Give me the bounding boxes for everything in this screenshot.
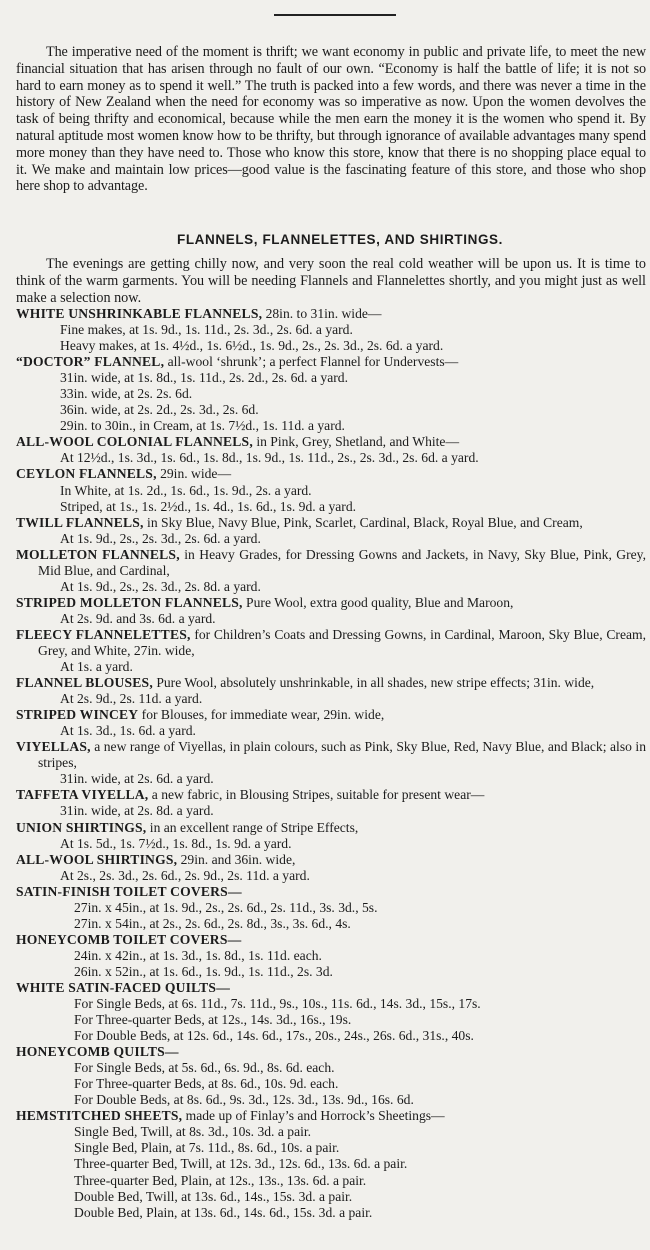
item-name: CEYLON FLANNELS, xyxy=(16,466,157,482)
item-price-line: Three-quarter Bed, Twill, at 12s. 3d., 12s. 6d., 13s. 6d. a pair. xyxy=(74,1156,408,1172)
item-price-line: 27in. x 45in., at 1s. 9d., 2s., 2s. 6d., 2s. 11d., 3s. 3d., 5s. xyxy=(74,899,378,915)
item-name: WHITE UNSHRINKABLE FLANNELS, xyxy=(16,306,263,321)
item-description: in Heavy Grades, for Dressing Gowns and Jackets, in Navy, Sky Blue, Pink, Grey, Mid Blue, and Cardinal, xyxy=(38,546,646,578)
item-name: HONEYCOMB TOILET COVERS— xyxy=(16,931,242,947)
item-heading xyxy=(16,1044,646,1060)
item-name: SATIN-FINISH TOILET COVERS— xyxy=(16,883,242,899)
item-price-line: For Double Beds, at 8s. 6d., 9s. 3d., 12s. 3d., 13s. 9d., 16s. 6d. xyxy=(74,1092,414,1108)
price-list-item xyxy=(16,306,646,354)
price-list-item xyxy=(16,932,646,980)
price-list-item xyxy=(16,434,646,466)
item-name: “DOCTOR” FLANNEL, xyxy=(16,354,165,370)
item-price-line: Heavy makes, at 1s. 4½d., 1s. 6½d., 1s. 9d., 2s., 2s. 3d., 2s. 6d. a yard. xyxy=(60,338,444,354)
item-name: HONEYCOMB QUILTS— xyxy=(16,1044,179,1060)
item-price-line: For Single Beds, at 5s. 6d., 6s. 9d., 8s. 6d. each. xyxy=(74,1060,335,1076)
price-list-item xyxy=(16,787,646,819)
item-heading xyxy=(16,595,646,611)
item-price-line: 33in. wide, at 2s. 2s. 6d. xyxy=(60,386,193,402)
column-rule xyxy=(274,14,396,16)
price-list-item xyxy=(16,675,646,707)
price-list-item xyxy=(16,739,646,787)
price-list-item xyxy=(16,354,646,434)
item-price-line: Three-quarter Bed, Plain, at 12s., 13s., 13s. 6d. a pair. xyxy=(74,1172,367,1188)
price-list-item xyxy=(16,595,646,627)
price-list-item xyxy=(16,852,646,884)
item-name: TWILL FLANNELS, xyxy=(16,514,144,530)
item-description: Pure Wool, extra good quality, Blue and Maroon, xyxy=(242,594,514,610)
item-description: Pure Wool, absolutely unshrinkable, in all shades, new stripe effects; 31in. wide, xyxy=(152,675,595,691)
item-price-line: At 1s. 5d., 1s. 7½d., 1s. 8d., 1s. 9d. a yard. xyxy=(60,835,292,851)
price-list-item xyxy=(16,466,646,514)
item-heading xyxy=(16,739,646,771)
item-name: STRIPED MOLLETON FLANNELS, xyxy=(16,594,243,610)
price-list-item xyxy=(16,547,646,595)
item-heading xyxy=(16,820,646,836)
intro-paragraph: The imperative need of the moment is thrift; we want economy in public and private life, to meet the new financial situation that has arisen through no fault of our own. “Economy is half the battle of life; it is not so hard to earn money as to spend it well.” The truth is packed into a few words, and there was never a time in the history of New Zealand when the need for economy was so imperative as now. Upon the women devolves the task of being thrifty and economical, because while the men earn the money it is the women who spend it. By natural aptitude most women know how to be thrifty, but through ignorance of available advantages many spend more money than they have need to. Those who know this store, know that there is no shopping place equal to it. We make and maintain low prices—good value is the fascinating feature of this store, and those who shop here shop to advantage. xyxy=(16,44,646,195)
price-list xyxy=(16,306,646,1221)
price-list-item xyxy=(16,1108,646,1220)
item-price-line: 27in. x 54in., at 2s., 2s. 6d., 2s. 8d., 3s., 3s. 6d., 4s. xyxy=(74,915,351,931)
item-name: VIYELLAS, xyxy=(16,739,91,755)
item-price-line: For Double Beds, at 12s. 6d., 14s. 6d., 17s., 20s., 24s., 26s. 6d., 31s., 40s. xyxy=(74,1028,474,1044)
item-name: HEMSTITCHED SHEETS, xyxy=(16,1108,183,1124)
item-heading xyxy=(16,434,646,450)
item-price-line: In White, at 1s. 2d., 1s. 6d., 1s. 9d., 2s. a yard. xyxy=(60,482,312,498)
price-list-item xyxy=(16,707,646,739)
item-description: 29in. wide— xyxy=(156,466,232,482)
price-list-item xyxy=(16,820,646,852)
price-list-item xyxy=(16,1044,646,1108)
item-name: STRIPED WINCEY xyxy=(16,707,139,723)
item-price-line: 31in. wide, at 2s. 8d. a yard. xyxy=(60,803,214,819)
item-heading xyxy=(16,884,646,900)
item-price-line: At 1s. a yard. xyxy=(60,659,133,675)
item-price-line: At 2s., 2s. 3d., 2s. 6d., 2s. 9d., 2s. 11d. a yard. xyxy=(60,867,310,883)
item-price-line: Single Bed, Plain, at 7s. 11d., 8s. 6d., 10s. a pair. xyxy=(74,1140,340,1156)
item-description: all-wool ‘shrunk’; a perfect Flannel for Undervests— xyxy=(164,354,459,370)
lead-paragraph: The evenings are getting chilly now, and very soon the real cold weather will be upon us. It is time to think of the warm garments. You will be needing Flannels and Flannelettes shortly, and you might just as well make a selection now. xyxy=(16,256,646,306)
item-price-line: Fine makes, at 1s. 9d., 1s. 11d., 2s. 3d., 2s. 6d. a yard. xyxy=(60,322,353,338)
section-heading: FLANNELS, FLANNELETTES, AND SHIRTINGS. xyxy=(176,232,504,247)
item-price-line: 36in. wide, at 2s. 2d., 2s. 3d., 2s. 6d. xyxy=(60,402,259,418)
item-name: TAFFETA VIYELLA, xyxy=(16,787,149,803)
item-name: UNION SHIRTINGS, xyxy=(16,819,147,835)
item-price-line: Double Bed, Twill, at 13s. 6d., 14s., 15s. 3d. a pair. xyxy=(74,1188,353,1204)
item-heading xyxy=(16,515,646,531)
item-description: in an excellent range of Stripe Effects, xyxy=(146,819,359,835)
item-price-line: Striped, at 1s., 1s. 2½d., 1s. 4d., 1s. 6d., 1s. 9d. a yard. xyxy=(60,498,357,514)
item-price-line: 26in. x 52in., at 1s. 6d., 1s. 9d., 1s. 11d., 2s. 3d. xyxy=(74,963,333,979)
item-description: a new range of Viyellas, in plain colours, such as Pink, Sky Blue, Red, Navy Blue, and Black; also in stripes, xyxy=(38,739,646,771)
item-price-line: At 12½d., 1s. 3d., 1s. 6d., 1s. 8d., 1s. 9d., 1s. 11d., 2s., 2s. 3d., 2s. 6d. a yard. xyxy=(60,450,479,466)
item-price-line: 31in. wide, at 1s. 8d., 1s. 11d., 2s. 2d., 2s. 6d. a yard. xyxy=(60,370,348,386)
item-description: 29in. and 36in. wide, xyxy=(177,851,296,867)
item-price-line: For Three-quarter Beds, at 8s. 6d., 10s. 9d. each. xyxy=(74,1076,339,1092)
item-price-line: At 1s. 9d., 2s., 2s. 3d., 2s. 6d. a yard. xyxy=(60,530,261,546)
item-price-line: 24in. x 42in., at 1s. 3d., 1s. 8d., 1s. 11d. each. xyxy=(74,947,322,963)
item-price-line: Double Bed, Plain, at 13s. 6d., 14s. 6d., 15s. 3d. a pair. xyxy=(74,1204,373,1220)
item-heading xyxy=(16,707,646,723)
item-description: made up of Finlay’s and Horrock’s Sheetings— xyxy=(182,1108,445,1124)
item-description: 28in. to 31in. wide— xyxy=(262,306,382,321)
item-price-line: At 1s. 9d., 2s., 2s. 3d., 2s. 8d. a yard. xyxy=(60,578,261,594)
price-list-item xyxy=(16,884,646,932)
item-price-line: At 2s. 9d., 2s. 11d. a yard. xyxy=(60,691,203,707)
item-price-line: At 2s. 9d. and 3s. 6d. a yard. xyxy=(60,610,216,626)
item-price-line: At 1s. 3d., 1s. 6d. a yard. xyxy=(60,723,196,739)
item-name: MOLLETON FLANNELS, xyxy=(16,546,180,562)
item-name: WHITE SATIN-FACED QUILTS— xyxy=(16,979,230,995)
item-name: FLEECY FLANNELETTES, xyxy=(16,626,191,642)
item-heading xyxy=(16,354,646,370)
item-heading xyxy=(16,627,646,659)
item-heading xyxy=(16,980,646,996)
item-price-line: Single Bed, Twill, at 8s. 3d., 10s. 3d. a pair. xyxy=(74,1124,312,1140)
item-description: for Blouses, for immediate wear, 29in. wide, xyxy=(138,707,385,723)
item-heading xyxy=(16,466,646,482)
item-heading xyxy=(16,675,646,691)
price-list-item xyxy=(16,980,646,1044)
item-heading xyxy=(16,547,646,579)
item-heading xyxy=(16,1108,646,1124)
item-heading xyxy=(16,787,646,803)
item-description: in Sky Blue, Navy Blue, Pink, Scarlet, Cardinal, Black, Royal Blue, and Cream, xyxy=(143,514,583,530)
item-description: in Pink, Grey, Shetland, and White— xyxy=(252,434,460,450)
item-name: ALL-WOOL SHIRTINGS, xyxy=(16,851,178,867)
item-price-line: 31in. wide, at 2s. 6d. a yard. xyxy=(60,771,214,787)
price-list-item xyxy=(16,515,646,547)
item-heading xyxy=(16,852,646,868)
item-name: ALL-WOOL COLONIAL FLANNELS, xyxy=(16,434,253,450)
item-description: a new fabric, in Blousing Stripes, suitable for present wear— xyxy=(148,787,485,803)
item-heading xyxy=(16,306,646,322)
item-name: FLANNEL BLOUSES, xyxy=(16,675,153,691)
item-heading xyxy=(16,932,646,948)
item-price-line: 29in. to 30in., in Cream, at 1s. 7½d., 1s. 11d. a yard. xyxy=(60,418,345,434)
item-description: for Children’s Coats and Dressing Gowns, in Cardinal, Maroon, Sky Blue, Cream, Grey, and White, 27in. wide, xyxy=(38,626,647,658)
item-price-line: For Three-quarter Beds, at 12s., 14s. 3d., 16s., 19s. xyxy=(74,1012,352,1028)
item-price-line: For Single Beds, at 6s. 11d., 7s. 11d., 9s., 10s., 11s. 6d., 14s. 3d., 15s., 17s. xyxy=(74,996,481,1012)
price-list-item xyxy=(16,627,646,675)
